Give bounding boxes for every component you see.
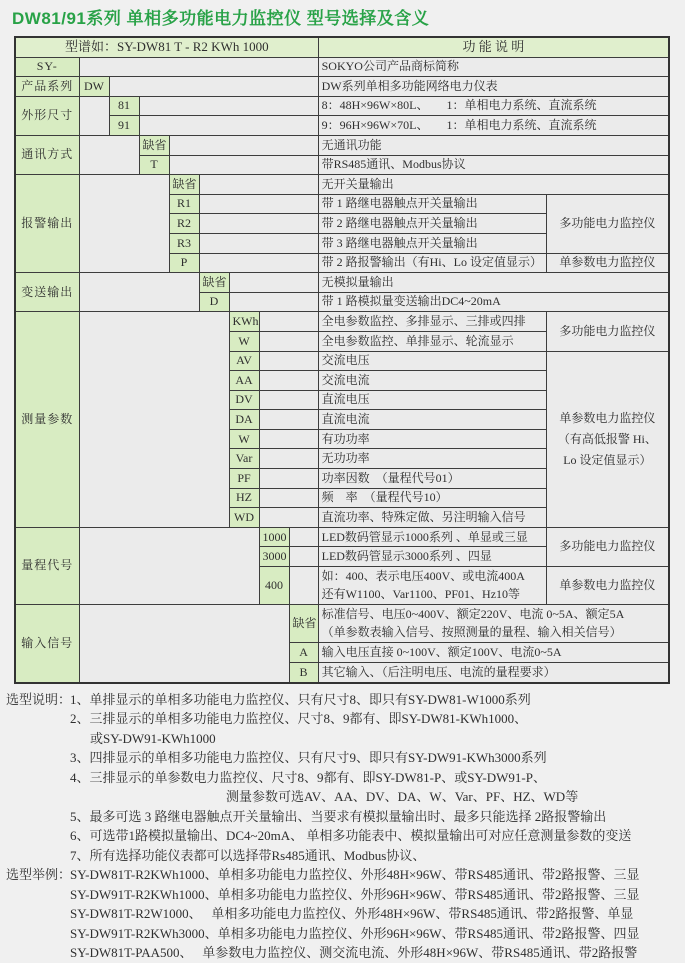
example-line: SY-DW81T-R2W1000、 单相多功能电力监控仪、外形48H×96W、带RS485通讯、带2路报警、单显 <box>70 906 634 922</box>
code-aa: AA <box>229 371 259 391</box>
page-title: DW81/91系列 单相多功能电力监控仪 型号选择及含义 <box>12 9 430 28</box>
desc-input-default-line1: 标准信号、电压0~400V、额定220V、电流 0~5A、额定5A <box>321 607 625 622</box>
code-comm-default: 缺省 <box>139 135 169 155</box>
desc-dv: 直流电压 <box>318 390 546 410</box>
header-function-desc: 功 能 说 明 <box>318 37 669 57</box>
empty-cell <box>289 567 318 605</box>
code-input-default: 缺省 <box>289 605 318 643</box>
desc-400-line1: 如：400、表示电压400V、或电流400A <box>321 569 525 584</box>
group-single-measure-line1: 单参数电力监控仪 <box>559 410 656 425</box>
selection-examples-label: 选型举例： <box>6 867 72 883</box>
desc-comm-default: 无通讯功能 <box>318 135 669 155</box>
group-single-measure-line2: （有高低报警 Hi、 <box>557 431 657 446</box>
code-r1: R1 <box>169 194 199 214</box>
code-hz: HZ <box>229 488 259 508</box>
empty-cell <box>289 547 318 567</box>
empty-cell <box>169 155 318 175</box>
empty-cell <box>259 312 318 332</box>
note-line: 或SY-DW91-KWh1000 <box>90 730 216 746</box>
desc-comm-t: 带RS485通讯、Modbus协议 <box>318 155 669 175</box>
section-label-analog: 变送输出 <box>15 273 79 312</box>
note-line: 测量参数可选AV、AA、DV、DA、W、Var、PF、HZ、WD等 <box>226 789 579 805</box>
code-analog-default: 缺省 <box>199 273 229 293</box>
selection-notes-lines <box>70 690 685 866</box>
empty-cell <box>259 488 318 508</box>
code-p: P <box>169 253 199 273</box>
note-line: 6、可选带1路模拟量输出、DC4~20mA、 单相多功能表中、模拟量输出可对应任意测量参数的变送 <box>70 828 632 844</box>
code-var: Var <box>229 449 259 469</box>
header-model-pattern: 型谱如：SY-DW81 T - R2 KWh 1000 <box>15 37 318 57</box>
section-label-alarm: 报警输出 <box>15 175 79 273</box>
empty-cell <box>139 116 318 136</box>
empty-cell <box>199 175 318 195</box>
empty-cell <box>199 194 318 214</box>
desc-da: 直流电流 <box>318 410 546 430</box>
desc-3000: LED数码管显示3000系列 、四显 <box>318 547 546 567</box>
group-single-measure-line3: Lo 设定值显示） <box>563 452 652 467</box>
empty-cell <box>259 508 318 528</box>
note-line: 1、单排显示的单相多功能电力监控仪、只有尺寸8、即只有SY-DW81-W1000系列 <box>70 691 531 707</box>
selection-notes <box>6 690 685 866</box>
section-label-comm: 通讯方式 <box>15 135 79 174</box>
document-page <box>0 9 685 961</box>
desc-aa: 交流电流 <box>318 371 546 391</box>
selection-examples-lines <box>70 865 685 963</box>
desc-series: DW系列单相多功能网络电力仪表 <box>318 77 669 97</box>
note-line: 2、三排显示的单相多功能电力监控仪、尺寸8、9都有、即SY-DW81-KWh1000、 <box>70 711 528 727</box>
desc-analog-d: 带 1 路模拟量变送输出DC4~20mA <box>318 292 669 312</box>
code-da: DA <box>229 410 259 430</box>
desc-size-91: 9：96H×96W×70L、 1：单相电力系统、直流系统 <box>318 116 669 136</box>
desc-analog-default: 无模拟量输出 <box>318 273 669 293</box>
empty-cell <box>259 469 318 489</box>
example-line: SY-DW91T-R2KWh1000、单相多功能电力监控仪、外形96H×96W、带RS485通讯、带2路报警、三显 <box>70 886 640 902</box>
empty-cell <box>139 96 318 116</box>
section-label-measure: 测量参数 <box>15 312 79 528</box>
empty-cell <box>259 410 318 430</box>
code-av: AV <box>229 351 259 371</box>
empty-cell <box>79 605 289 683</box>
section-label-series: 产品系列 <box>15 77 79 97</box>
code-b: B <box>289 663 318 683</box>
desc-r3: 带 3 路继电器触点开关量输出 <box>318 233 546 253</box>
group-single-range: 单参数电力监控仪 <box>546 567 669 605</box>
desc-p: 带 2 路报警输出（有Hi、Lo 设定值显示） <box>318 253 546 273</box>
desc-input-a: 输入电压直接 0~100V、额定100V、电流0~5A <box>318 643 669 663</box>
desc-wd: 直流功率、特殊定做、另注明输入信号 <box>318 508 546 528</box>
selection-examples <box>6 865 685 963</box>
selection-notes-label: 选型说明： <box>6 691 72 707</box>
desc-input-default-line2: （单参数表输入信号、按照测量的量程、输入相关信号） <box>321 624 622 639</box>
desc-av: 交流电压 <box>318 351 546 371</box>
code-400: 400 <box>259 567 289 605</box>
empty-cell <box>79 57 318 77</box>
code-alarm-default: 缺省 <box>169 175 199 195</box>
empty-cell <box>289 527 318 547</box>
code-81: 81 <box>109 96 139 116</box>
code-wd: WD <box>229 508 259 528</box>
section-label-size: 外形尺寸 <box>15 96 79 135</box>
note-line: 7、所有选择功能仪表都可以选择带Rs485通讯、Modbus协议、 <box>70 847 426 863</box>
note-line: 3、四排显示的单相多功能电力监控仪、只有尺寸9、即只有SY-DW91-KWh3000系列 <box>70 750 547 766</box>
empty-cell <box>259 331 318 351</box>
desc-w-multi: 全电参数监控、单排显示、轮流显示 <box>318 331 546 351</box>
empty-cell <box>79 135 139 174</box>
section-label-range: 量程代号 <box>15 527 79 604</box>
model-selection-table <box>14 36 670 684</box>
empty-cell <box>109 77 318 97</box>
empty-cell <box>199 214 318 234</box>
note-line: 5、最多可选 3 路继电器触点开关量输出、当要求有模拟量输出时、最多只能选择 2路报警输出 <box>70 808 607 824</box>
section-label-input: 输入信号 <box>15 605 79 683</box>
empty-cell <box>259 371 318 391</box>
desc-var: 无功功率 <box>318 449 546 469</box>
code-d: D <box>199 292 229 312</box>
desc-hz: 频 率 （量程代号10） <box>318 488 546 508</box>
empty-cell <box>229 292 318 312</box>
desc-input-b: 其它输入、（后注明电压、电流的量程要求） <box>318 663 669 683</box>
desc-input-default <box>318 605 669 643</box>
empty-cell <box>79 527 259 604</box>
code-w: W <box>229 429 259 449</box>
empty-cell <box>79 312 229 528</box>
code-w-multi: W <box>229 331 259 351</box>
desc-kwh: 全电参数监控、多排显示、三排或四排 <box>318 312 546 332</box>
empty-cell <box>259 429 318 449</box>
empty-cell <box>259 449 318 469</box>
desc-alarm-default: 无开关量输出 <box>318 175 669 195</box>
code-t: T <box>139 155 169 175</box>
empty-cell <box>79 273 199 312</box>
group-multi-alarm: 多功能电力监控仪 <box>546 194 669 253</box>
code-a: A <box>289 643 318 663</box>
code-1000: 1000 <box>259 527 289 547</box>
empty-cell <box>199 253 318 273</box>
desc-pf: 功率因数 （量程代号01） <box>318 469 546 489</box>
empty-cell <box>259 351 318 371</box>
desc-w: 有功功率 <box>318 429 546 449</box>
desc-400-line2: 还有W1100、Var1100、PF01、Hz10等 <box>321 586 521 601</box>
example-line: SY-DW81T-PAA500、 单参数电力监控仪、测交流电流、外形48H×96W、带RS485通讯、带2路报警 <box>70 945 638 961</box>
empty-cell <box>79 96 109 135</box>
desc-size-81: 8：48H×96W×80L、 1：单相电力系统、直流系统 <box>318 96 669 116</box>
example-line: SY-DW91T-R2KWh3000、单相多功能电力监控仪、外形96H×96W、带RS485通讯、带2路报警、四显 <box>70 925 640 941</box>
desc-r1: 带 1 路继电器触点开关量输出 <box>318 194 546 214</box>
empty-cell <box>169 135 318 155</box>
empty-cell <box>79 175 169 273</box>
note-line: 4、三排显示的单参数电力监控仪、尺寸8、9都有、即SY-DW81-P、或SY-DW91-P、 <box>70 769 546 785</box>
section-label-brand: SY- <box>15 57 79 77</box>
code-kwh: KWh <box>229 312 259 332</box>
code-91: 91 <box>109 116 139 136</box>
desc-brand: SOKYO公司产品商标简称 <box>318 57 669 77</box>
group-multi-range: 多功能电力监控仪 <box>546 527 669 566</box>
group-single-measure <box>546 351 669 527</box>
empty-cell <box>199 233 318 253</box>
code-r2: R2 <box>169 214 199 234</box>
group-single-alarm: 单参数电力监控仪 <box>546 253 669 273</box>
code-pf: PF <box>229 469 259 489</box>
group-multi-measure: 多功能电力监控仪 <box>546 312 669 351</box>
code-dv: DV <box>229 390 259 410</box>
desc-r2: 带 2 路继电器触点开关量输出 <box>318 214 546 234</box>
desc-1000: LED数码管显示1000系列 、单显或三显 <box>318 527 546 547</box>
code-r3: R3 <box>169 233 199 253</box>
example-line: SY-DW81T-R2KWh1000、单相多功能电力监控仪、外形48H×96W、带RS485通讯、带2路报警、三显 <box>70 867 640 883</box>
code-3000: 3000 <box>259 547 289 567</box>
code-dw: DW <box>79 77 109 97</box>
desc-400 <box>318 567 546 605</box>
empty-cell <box>259 390 318 410</box>
empty-cell <box>229 273 318 293</box>
